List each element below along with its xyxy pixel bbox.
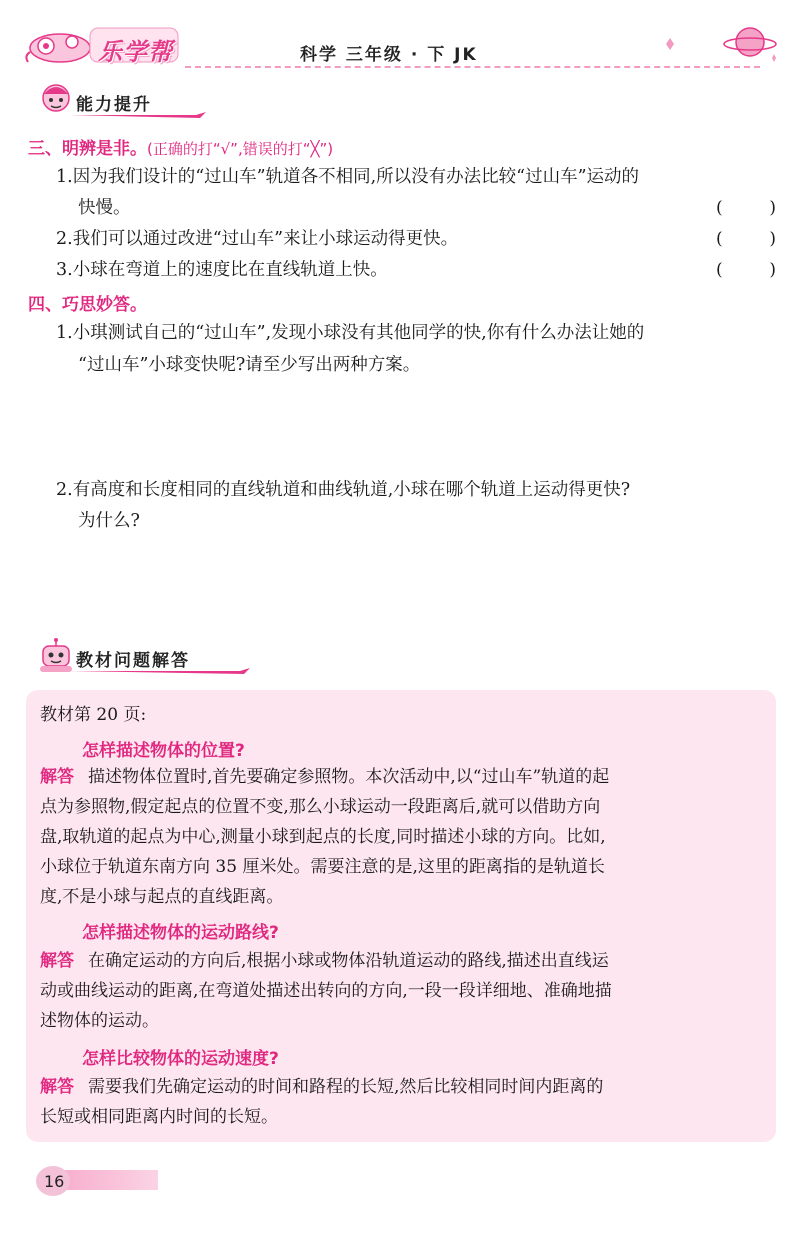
answer-1-line-2: 点为参照物,假定起点的位置不变,那么小球运动一段距离后,就可以借助方向 <box>40 797 601 817</box>
judge-item-2: 2.我们可以通过改进“过山车”来让小球运动得更快。 <box>56 229 459 249</box>
open-question-2-answer-area[interactable] <box>56 540 776 630</box>
judge-item-2-answer-box[interactable] <box>716 224 776 254</box>
banner-underline <box>70 112 206 118</box>
page-number: 16 <box>44 1172 65 1191</box>
judge-item-3-answer-box[interactable] <box>716 255 776 285</box>
open-question-2-line2: 为什么? <box>78 511 140 531</box>
banner-title: 能力提升 <box>76 95 152 115</box>
banner-title: 教材问题解答 <box>76 651 190 671</box>
section4-heading: 四、巧思妙答。 <box>28 295 147 315</box>
open-question-1-line1: 1.小琪测试自己的“过山车”,发现小球没有其他同学的快,你有什么办法让她的 <box>56 323 645 343</box>
page-title: 科学 三年级 · 下 JK <box>300 45 478 65</box>
banner-underline <box>70 668 250 674</box>
section3-heading <box>28 134 333 159</box>
open-question-2-line1: 2.有高度和长度相同的直线轨道和曲线轨道,小球在哪个轨道上运动得更快? <box>56 480 631 500</box>
section3-note: (正确的打“√”,错误的打“╳”) <box>147 140 334 158</box>
judge-item-1-answer-box[interactable] <box>716 193 776 223</box>
judge-item-3: 3.小球在弯道上的速度比在直线轨道上快。 <box>56 260 388 280</box>
page-header <box>0 0 800 70</box>
answer-1-line-3: 盘,取轨道的起点为中心,测量小球到起点的长度,同时描述小球的方向。比如, <box>40 827 606 847</box>
answer-2-line-3: 述物体的运动。 <box>40 1011 159 1031</box>
header-divider <box>185 66 760 68</box>
open-question-1-line2: “过山车”小球变快呢?请至少写出两种方案。 <box>78 355 421 375</box>
answer-question-3-title: 怎样比较物体的运动速度? <box>82 1049 279 1069</box>
answer-question-2-title: 怎样描述物体的运动路线? <box>82 923 279 943</box>
textbook-answer-banner <box>36 636 226 676</box>
ability-banner <box>36 80 206 120</box>
textbook-page-ref: 教材第 20 页: <box>40 705 147 725</box>
judge-item-1-line1: 1.因为我们设计的“过山车”轨道各不相同,所以没有办法比较“过山车”运动的 <box>56 167 640 187</box>
open-question-1-answer-area[interactable] <box>56 384 776 464</box>
answer-1-line-4: 小球位于轨道东南方向 35 厘米处。需要注意的是,这里的距离指的是轨道长 <box>40 857 605 877</box>
paren-close: ) <box>769 229 776 249</box>
answer-1-line-1: 解答 描述物体位置时,首先要确定参照物。本次活动中,以“过山车”轨道的起 <box>40 767 610 787</box>
answer-label: 解答 <box>40 1077 74 1097</box>
answer-1-line-5: 度,不是小球与起点的直线距离。 <box>40 887 284 907</box>
answer-2-line-2: 动或曲线运动的距离,在弯道处描述出转向的方向,一段一段详细地、准确地描 <box>40 981 612 1001</box>
answer-3-line-2: 长短或相同距离内时间的长短。 <box>40 1107 278 1127</box>
paren-close: ) <box>769 198 776 218</box>
paren-open: ( <box>716 260 723 280</box>
answer-label: 解答 <box>40 767 74 787</box>
answer-3-line-1: 解答 需要我们先确定运动的时间和路程的长短,然后比较相同时间内距离的 <box>40 1077 604 1097</box>
brand-name: 乐学帮 <box>98 38 173 66</box>
answer-2-line-1: 解答 在确定运动的方向后,根据小球或物体沿轨道运动的路线,描述出直线运 <box>40 951 609 971</box>
planet-decoration-icon <box>660 22 780 66</box>
paren-close: ) <box>769 260 776 280</box>
section3-title: 三、明辨是非。 <box>28 139 147 159</box>
paren-open: ( <box>716 198 723 218</box>
paren-open: ( <box>716 229 723 249</box>
judge-item-1-line2: 快慢。 <box>78 198 131 218</box>
answer-question-1-title: 怎样描述物体的位置? <box>82 741 245 761</box>
answer-label: 解答 <box>40 951 74 971</box>
